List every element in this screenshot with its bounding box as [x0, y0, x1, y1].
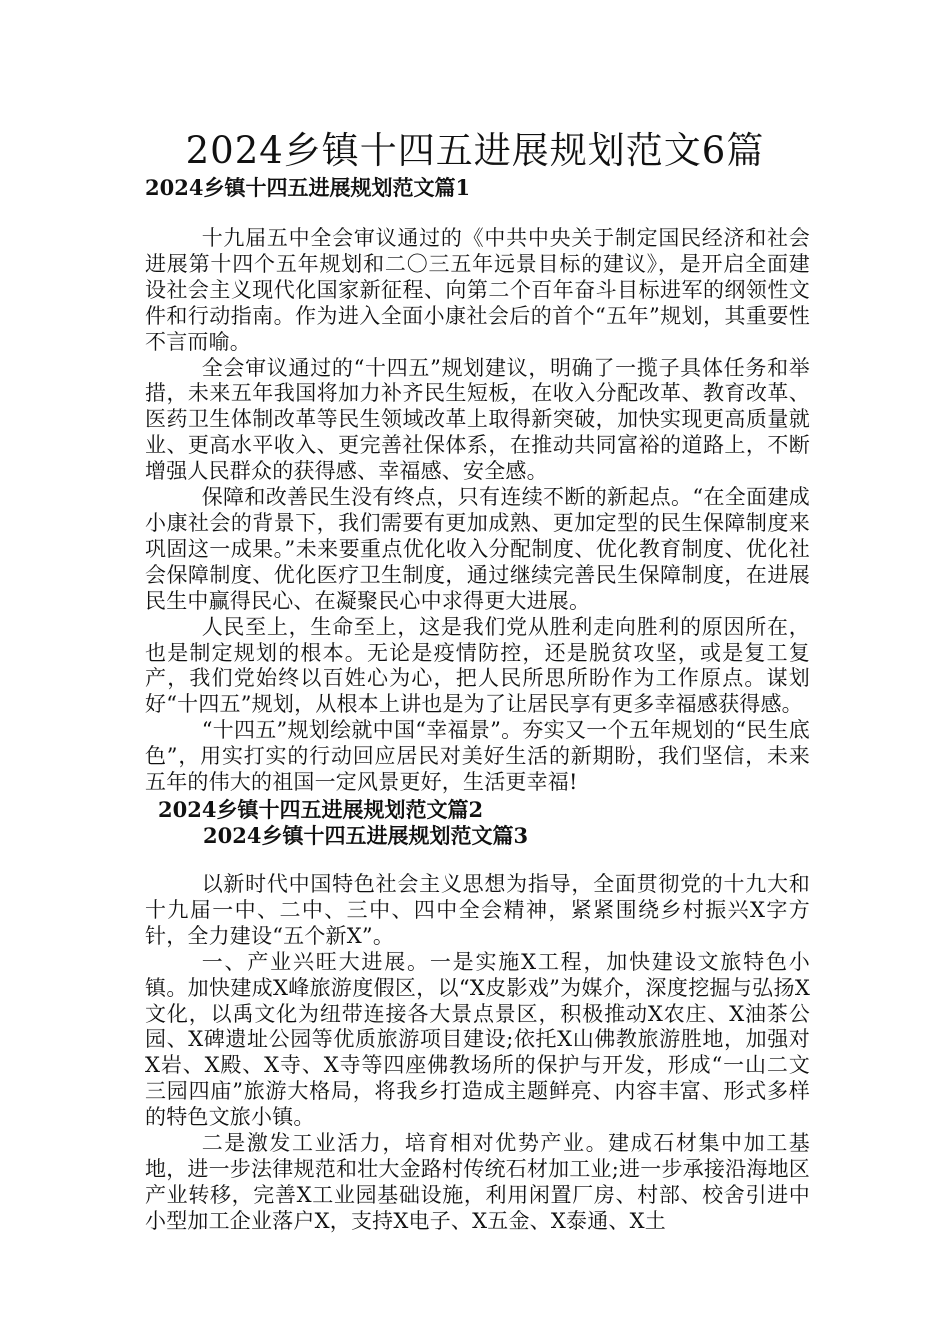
paragraph: “十四五”规划绘就中国“幸福景”。夯实又一个五年规划的“民生底色”，用实打实的行动回应居民对美好生活的新期盼，我们坚信，未来五年的伟大的祖国一定风景更好，生活更幸福!: [145, 718, 810, 795]
section-heading-2: 2024乡镇十四五进展规划范文篇2: [158, 797, 484, 822]
section-body-1: [145, 226, 810, 796]
section-heading-3: 2024乡镇十四五进展规划范文篇3: [203, 823, 529, 848]
paragraph: 以新时代中国特色社会主义思想为指导，全面贯彻党的十九大和十九届一中、二中、三中、四中全会精神，紧紧围绕乡村振兴X字方针，全力建设“五个新X”。: [145, 872, 810, 948]
section-heading-1: 2024乡镇十四五进展规划范文篇1: [145, 175, 471, 200]
paragraph: 保障和改善民生没有终点，只有连续不断的新起点。“在全面建成小康社会的背景下，我们需要有更加成熟、更加定型的民生保障制度来巩固这一成果。”未来要重点优化收入分配制度、优化教育制度、优化社会保障制度、优化医疗卫生制度，通过继续完善民生保障制度，在进展民生中赢得民心、在凝聚民心中求得更大进展。: [145, 485, 810, 613]
paragraph: 人民至上，生命至上，这是我们党从胜利走向胜利的原因所在，也是制定规划的根本。无论是疫情防控，还是脱贫攻坚，或是复工复产，我们党始终以百姓心为心，把人民所思所盼作为工作原点。谋划好“十四五”规划，从根本上讲也是为了让居民享有更多幸福感获得感。: [145, 614, 810, 717]
section-body-3: [145, 872, 810, 1235]
paragraph: 二是激发工业活力，培育相对优势产业。建成石材集中加工基地，进一步法律规范和壮大金路村传统石材加工业;进一步承接沿海地区产业转移，完善X工业园基础设施，利用闲置厂房、村部、校舍引进中小型加工企业落户X，支持X电子、X五金、X泰通、X土: [145, 1131, 810, 1233]
paragraph: 全会审议通过的“十四五”规划建议，明确了一揽子具体任务和举措，未来五年我国将加力补齐民生短板，在收入分配改革、教育改革、医药卫生体制改革等民生领域改革上取得新突破，加快实现更高质量就业、更高水平收入、更完善社保体系，在推动共同富裕的道路上，不断增强人民群众的获得感、幸福感、安全感。: [145, 355, 810, 484]
paragraph: 一、产业兴旺大进展。一是实施X工程，加快建设文旅特色小镇。加快建成X峰旅游度假区，以“X皮影戏”为媒介，深度挖掘与弘扬X文化，以禹文化为纽带连接各大景点景区，积极推动X农庄、X油茶公园、X碑遗址公园等优质旅游项目建设;依托X山佛教旅游胜地，加强对X岩、X殿、X寺、X寺等四座佛教场所的保护与开发，形成“一山二文三园四庙”旅游大格局，将我乡打造成主题鲜亮、内容丰富、形式多样的特色文旅小镇。: [145, 949, 810, 1130]
document-title: 2024乡镇十四五进展规划范文6篇: [185, 129, 765, 172]
paragraph: 十九届五中全会审议通过的《中共中央关于制定国民经济和社会进展第十四个五年规划和二〇三五年远景目标的建议》，是开启全面建设社会主义现代化国家新征程、向第二个百年奋斗目标进军的纲领性文件和行动指南。作为进入全面小康社会后的首个“五年”规划，其重要性不言而喻。: [145, 226, 810, 354]
